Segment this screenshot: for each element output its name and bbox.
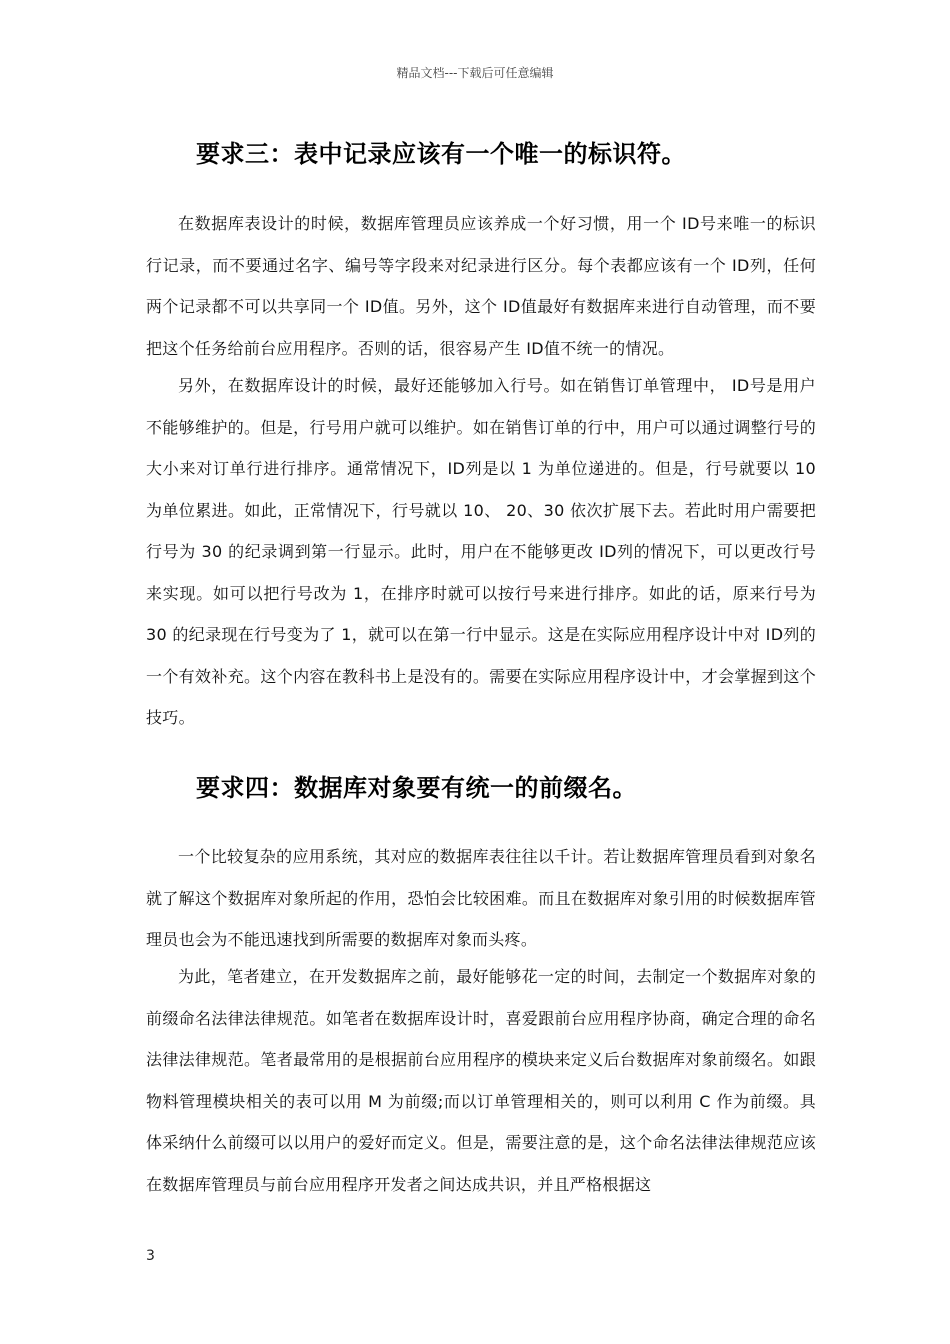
paragraph-complex-system: 一个比较复杂的应用系统，其对应的数据库表往往以千计。若让数据库管理员看到对象名就了解这个数据库对象所起的作用，恐怕会比较困难。而且在数据库对象引用的时候数据库管理员也会为不能迅速找到所需要的数据库对象而头疼。 <box>146 847 816 949</box>
page-header: 精品文档---下载后可任意编辑 <box>396 66 554 80</box>
paragraph-prefix-naming: 为此，笔者建立，在开发数据库之前，最好能够花一定的时间，去制定一个数据库对象的前缀命名法律法律规范。如笔者在数据库设计时，喜爱跟前台应用程序协商，确定合理的命名法律法律规范。笔者最常用的是根据前台应用程序的模块来定义后台数据库对象前缀名。如跟物料管理模块相关的表可以用 M 为前缀;而以订单管理相关的，则可以利用 C 作为前缀。具体采纳什么前缀可以以用户的爱好而定义。但是，需要注意的是，这个命名法律法律规范应该在数据库管理员与前台应用程序开发者之间达成共识，并且严格根据这 <box>146 967 816 1194</box>
paragraph-id-intro: 在数据库表设计的时候，数据库管理员应该养成一个好习惯，用一个 ID号来唯一的标识行记录，而不要通过名字、编号等字段来对纪录进行区分。每个表都应该有一个 ID列，任何两个记录都不可以共享同一个 ID值。另外，这个 ID值最好有数据库来进行自动管理，而不要把这个任务给前台应用程序。否则的话，很容易产生 ID值不统一的情况。 <box>146 214 816 358</box>
paragraph-line-number: 另外，在数据库设计的时候，最好还能够加入行号。如在销售订单管理中， ID号是用户不能够维护的。但是，行号用户就可以维护。如在销售订单的行中，用户可以通过调整行号的大小来对订单行进行排序。通常情况下，ID列是以 1 为单位递进的。但是，行号就要以 10 为单位累进。如此，正常情况下，行号就以 10、 20、30 依次扩展下去。若此时用户需要把行号为 30 的纪录调到第一行显示。此时，用户在不能够更改 ID列的情况下，可以更改行号来实现。如可以把行号改为 1，在排序时就可以按行号来进行排序。如此的话，原来行号为 30 的纪录现在行号变为了 1，就可以在第一行中显示。这是在实际应用程序设计中对 ID列的一个有效补充。这个内容在教科书上是没有的。需要在实际应用程序设计中，才会掌握到这个技巧。 <box>146 376 816 727</box>
page-number: 3 <box>146 1248 155 1264</box>
section-heading-3: 要求三：表中记录应该有一个唯一的标识符。 <box>196 140 686 168</box>
section-heading-4: 要求四：数据库对象要有统一的前缀名。 <box>196 774 637 802</box>
